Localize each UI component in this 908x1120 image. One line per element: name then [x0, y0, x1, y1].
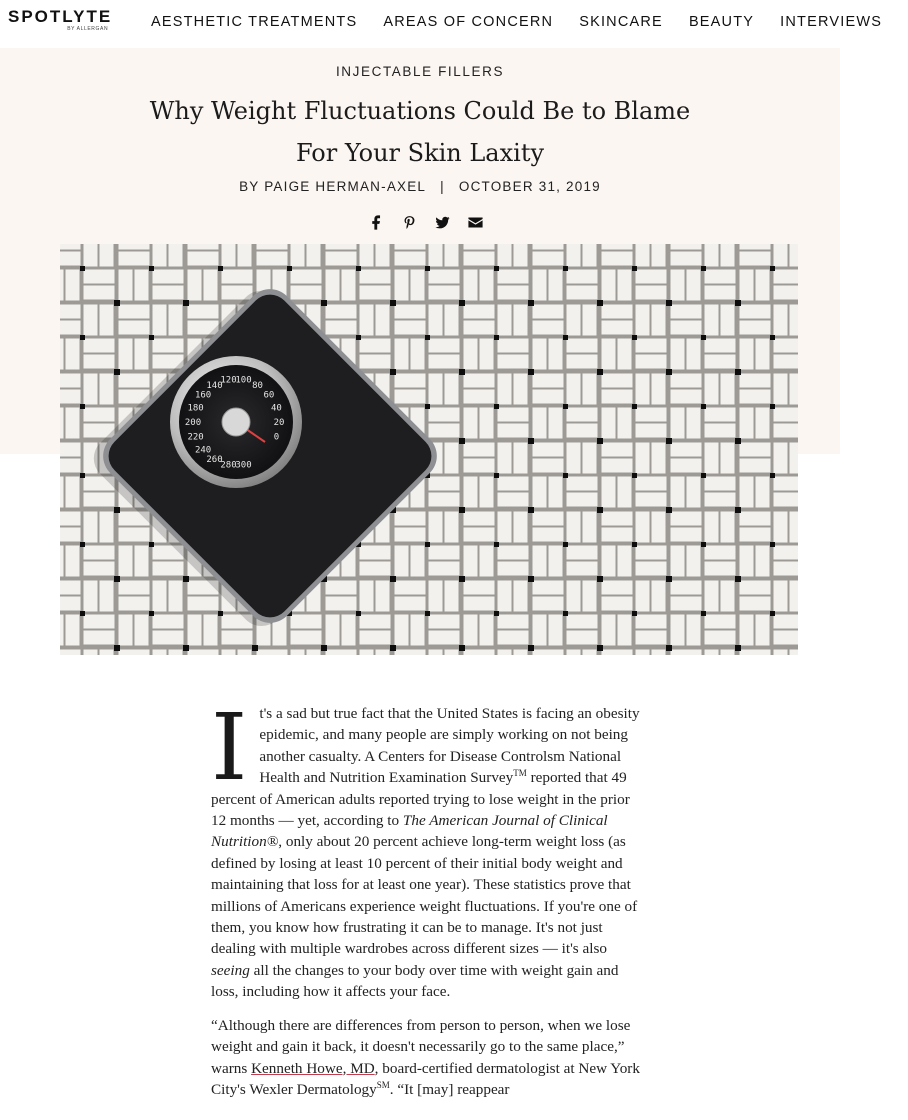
dial-number: 0	[273, 432, 280, 443]
nav-item-interviews[interactable]: INTERVIEWS	[780, 14, 883, 30]
article-author[interactable]: BY PAIGE HERMAN-AXEL	[239, 179, 427, 194]
dial-number: 60	[263, 390, 275, 401]
dial-number: 280	[220, 460, 237, 471]
dial-number: 220	[187, 432, 204, 443]
email-icon[interactable]	[467, 214, 484, 231]
article-category[interactable]: INJECTABLE FILLERS	[335, 64, 505, 79]
dial-number: 140	[206, 380, 223, 391]
top-nav	[0, 0, 883, 48]
trademark-mark: TM	[513, 768, 527, 779]
article-hero-image	[60, 244, 798, 655]
article-byline	[0, 179, 840, 194]
logo-text: SPOTLYTE	[8, 7, 113, 26]
dial-number: 300	[235, 460, 252, 471]
article-body	[211, 694, 647, 1112]
scale-on-tile-floor-illustration	[60, 244, 798, 655]
scale-dial	[170, 356, 302, 488]
p1-text-a: t's a sad but true fact that the United States is facing an obesity epidemic, and many people are simply working on not being another casualty. A Centers for Disease Controlsm National Health and Nutrition Examination Survey	[259, 705, 640, 787]
nav-item-areas-of-concern[interactable]: AREAS OF CONCERN	[383, 14, 554, 30]
article-date: OCTOBER 31, 2019	[458, 179, 601, 194]
emphasis-seeing: seeing	[211, 961, 250, 979]
p1-text-c: , only about 20 percent achieve long-term weight loss (as defined by losing at least 10 percent of their initial body weight and maintaining that loss for at least one year). These statistics prove that millions of Americans experience weight fluctuations. If you're one of them, you know how frustrating it can be to manage. It's not just dealing with multiple wardrobes across different sizes — it's also	[211, 833, 638, 958]
twitter-icon[interactable]	[434, 214, 451, 231]
logo-subtext: BY ALLERGAN	[67, 26, 109, 32]
p2-text-a: “Although there are differences from person to person, when we lose weight and gain it back, it doesn't necessarily go to the same place,” warns	[211, 1016, 631, 1077]
nav-item-beauty[interactable]: BEAUTY	[688, 14, 755, 30]
dial-number: 180	[187, 403, 204, 414]
p2-text-b: , board-certified dermatologist at New York City's Wexler Dermatology	[211, 1059, 640, 1098]
byline-separator: |	[440, 179, 445, 194]
paragraph-2	[211, 1015, 647, 1101]
dial-number: 20	[273, 418, 285, 428]
drop-cap: I	[211, 694, 248, 801]
nav-menu	[151, 13, 908, 31]
share-bar	[368, 214, 484, 231]
doctor-link[interactable]: Kenneth Howe, MD	[251, 1059, 375, 1077]
dial-number: 160	[194, 390, 212, 401]
site-logo[interactable]	[8, 8, 112, 32]
facebook-icon[interactable]	[368, 214, 385, 231]
p1-text-d: all the changes to your body over time with weight gain and loss, including how it affects your face.	[211, 961, 619, 1001]
dial-number: 260	[206, 455, 223, 466]
paragraph-1	[211, 694, 647, 1003]
dial-number: 240	[194, 445, 212, 456]
article-title: Why Weight Fluctuations Could Be to Blame For Your Skin Laxity	[149, 97, 691, 167]
dial-number: 100	[235, 375, 252, 386]
p1-text-b: reported that 49 percent of American adults reported trying to lose weight in the prior 12 months — yet, according to	[211, 769, 630, 830]
dial-number: 200	[184, 418, 202, 428]
nav-item-aesthetic-treatments[interactable]: AESTHETIC TREATMENTS	[151, 14, 358, 30]
p2-text-c: . “It [may] reappear	[389, 1080, 510, 1098]
nav-item-skincare[interactable]: SKINCARE	[579, 14, 663, 30]
dial-number: 120	[220, 375, 237, 386]
service-mark: SM	[376, 1079, 390, 1090]
journal-name: The American Journal of Clinical Nutrition®	[211, 812, 608, 851]
dial-number: 80	[252, 380, 263, 391]
pinterest-icon[interactable]	[401, 214, 418, 231]
dial-number: 40	[270, 403, 282, 414]
